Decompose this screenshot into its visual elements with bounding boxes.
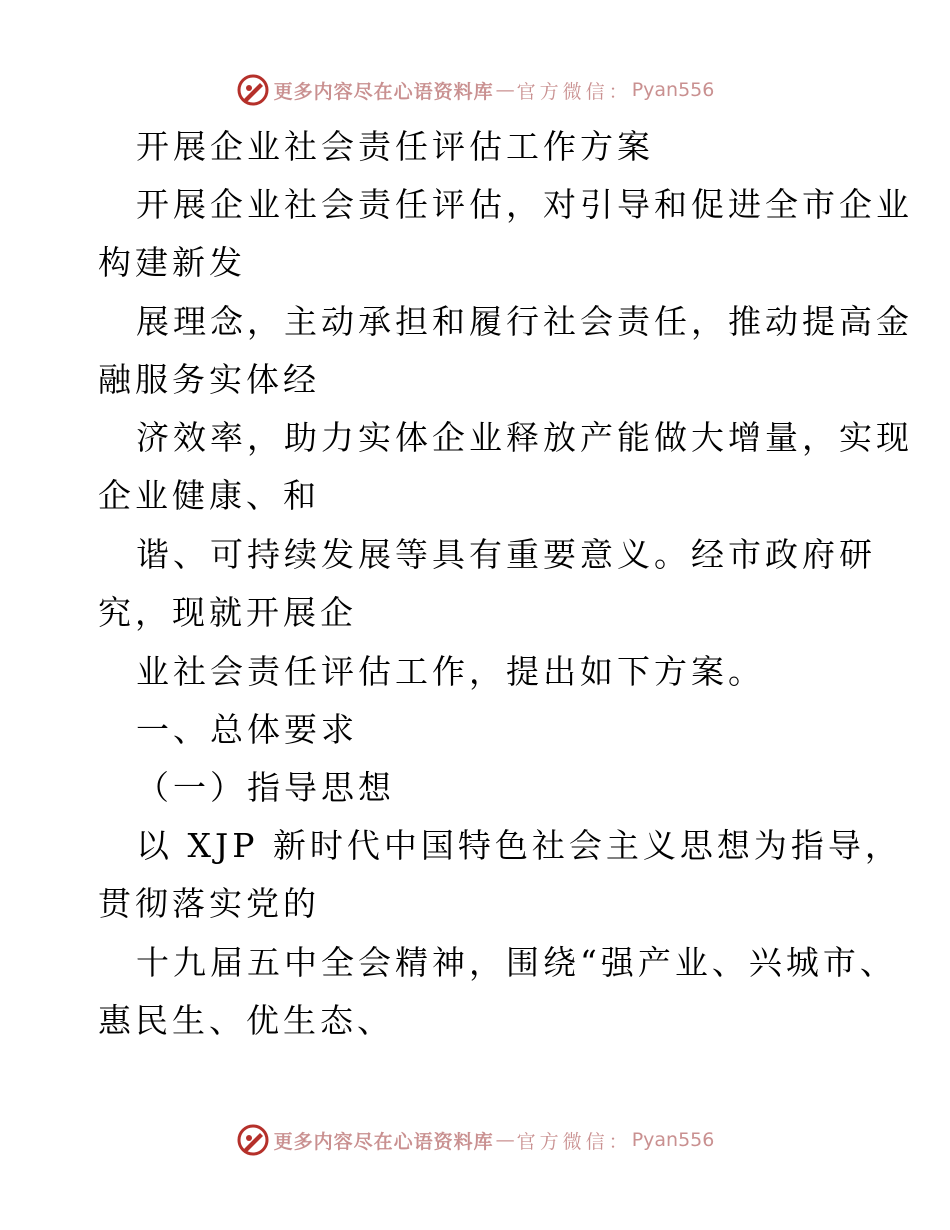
document-title: 开展企业社会责任评估工作方案 [136, 127, 654, 166]
watermark-wechat: Pyan556 [631, 1129, 715, 1151]
paragraph-line: 谐、可持续发展等具有重要意义。经市政府研 [136, 535, 876, 574]
section-heading: 一、总体要求 [136, 710, 358, 749]
paragraph-line: 十九届五中全会精神，围绕“强产业、兴城市、 [136, 943, 897, 982]
watermark-dash: — [495, 79, 515, 101]
watermark-official: 官方微信： [516, 1130, 632, 1153]
watermark-text: 更多内容尽在心语资料库 [273, 80, 494, 103]
paragraph-line: 开展企业社会责任评估，对引导和促进全市企业 [136, 185, 913, 224]
paragraph-line: 业社会责任评估工作，提出如下方案。 [136, 652, 765, 691]
watermark-official: 官方微信： [516, 80, 632, 103]
paragraph-line: 济效率，助力实体企业释放产能做大增量，实现 [136, 418, 913, 457]
paragraph-line: 构建新发 [98, 243, 246, 282]
watermark-dash: — [495, 1129, 515, 1151]
paragraph-line: 贯彻落实党的 [98, 884, 320, 923]
paragraph-line: 究，现就开展企 [98, 593, 357, 632]
paragraph-line: 融服务实体经 [98, 360, 320, 399]
paragraph-line: 展理念，主动承担和履行社会责任，推动提高金 [136, 302, 913, 341]
paragraph-line: 惠民生、优生态、 [98, 1001, 394, 1040]
paragraph-line: 企业健康、和 [98, 476, 320, 515]
paragraph-line: 以 XJP 新时代中国特色社会主义思想为指导， [136, 826, 902, 865]
pen-logo-icon [236, 1123, 270, 1157]
subsection-heading: （一）指导思想 [136, 768, 395, 807]
watermark-banner-bottom [0, 1120, 950, 1160]
watermark-text: 更多内容尽在心语资料库 [273, 1130, 494, 1153]
watermark-wechat: Pyan556 [631, 79, 715, 101]
